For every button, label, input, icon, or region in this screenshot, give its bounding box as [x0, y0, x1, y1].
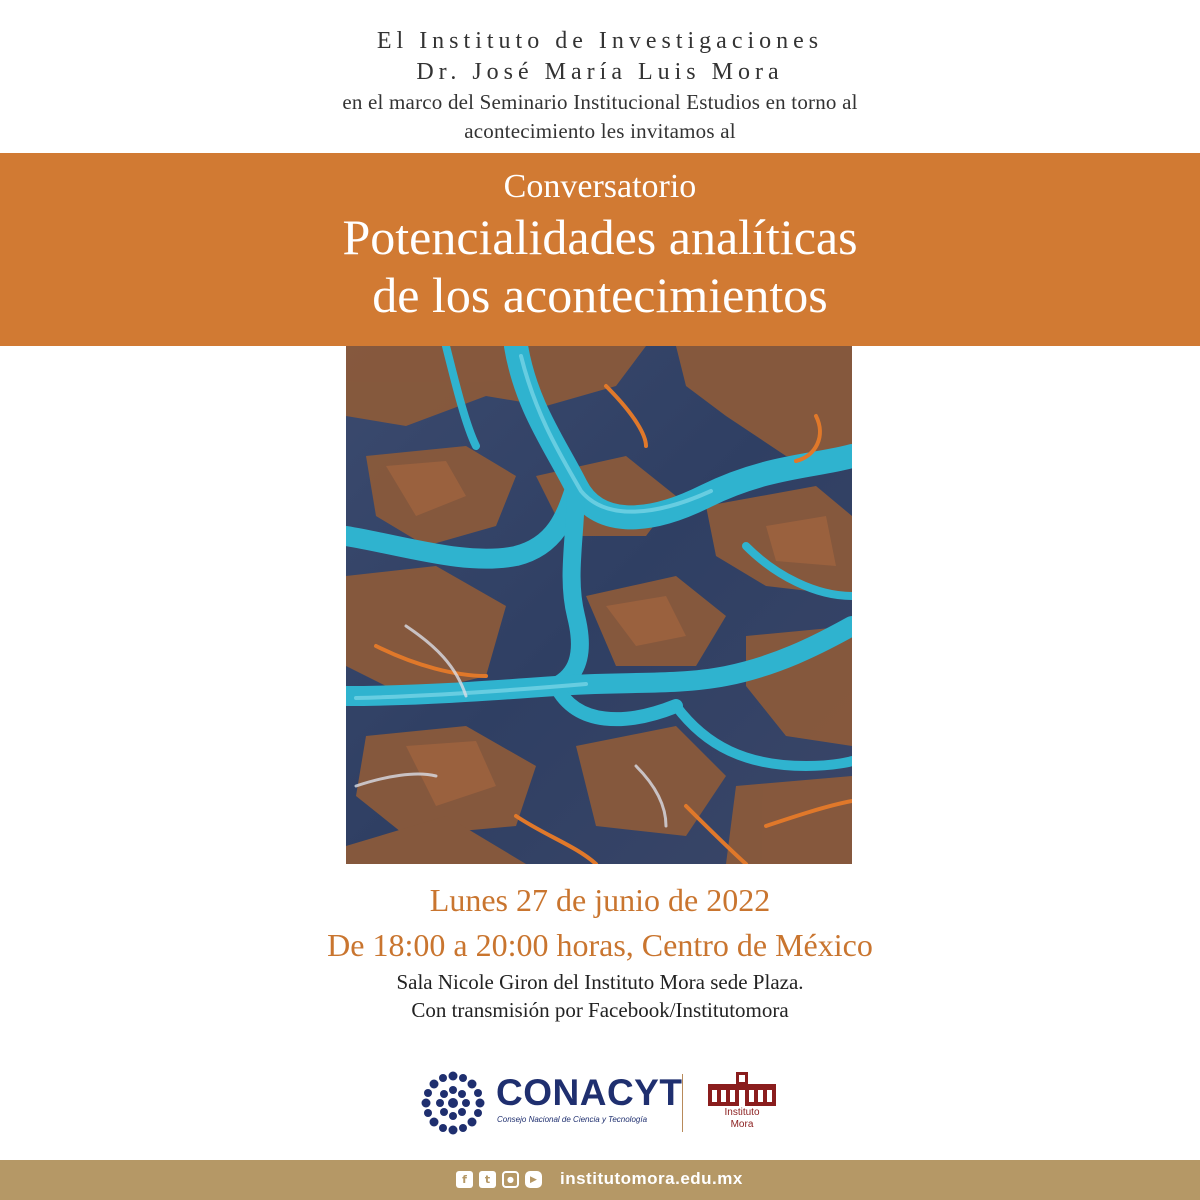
youtube-icon[interactable]: ▶ — [525, 1171, 542, 1188]
aerial-river-photo — [346, 346, 852, 864]
website-link[interactable]: institutomora.edu.mx — [560, 1169, 743, 1188]
event-type: Conversatorio — [503, 168, 697, 205]
instituto-mora-building-icon — [708, 1072, 776, 1106]
conacyt-tagline: Consejo Nacional de Ciencia y Tecnología — [497, 1115, 648, 1124]
event-date: Lunes 27 de junio de 2022 — [429, 882, 771, 918]
twitter-icon[interactable]: t — [479, 1171, 496, 1188]
event-time: De 18:00 a 20:00 horas, Centro de México — [327, 927, 873, 963]
event-venue — [0, 968, 1200, 1024]
seminar-line: en el marco del Seminario Institucional Estudios en torno al — [342, 90, 858, 114]
institute-line-1: El Instituto de Investigaciones — [376, 28, 824, 54]
title-band — [0, 153, 1200, 346]
sponsor-logos — [410, 1062, 810, 1142]
social-icons — [456, 1171, 542, 1188]
footer-bar — [0, 1160, 1200, 1200]
institute-line-2: Dr. José María Luis Mora — [416, 59, 784, 85]
conacyt-logo-icon — [416, 1066, 490, 1140]
event-title-line-2: de los acontecimientos — [372, 267, 828, 323]
event-title-line-1: Potencialidades analíticas — [342, 209, 858, 265]
instagram-icon[interactable]: ● — [502, 1171, 519, 1188]
invitation-line: acontecimiento les invitamos al — [464, 119, 736, 143]
conacyt-wordmark: CONACYT — [496, 1072, 683, 1113]
facebook-icon[interactable]: f — [456, 1171, 473, 1188]
logo-divider — [682, 1074, 683, 1132]
mora-wordmark-line-1: Instituto — [724, 1107, 760, 1118]
stream-line: Con transmisión por Facebook/Institutomora — [411, 998, 789, 1022]
mora-wordmark-line-2: Mora — [730, 1119, 754, 1130]
venue-line: Sala Nicole Giron del Instituto Mora sede Plaza. — [396, 970, 804, 994]
intro-text — [0, 26, 1200, 146]
